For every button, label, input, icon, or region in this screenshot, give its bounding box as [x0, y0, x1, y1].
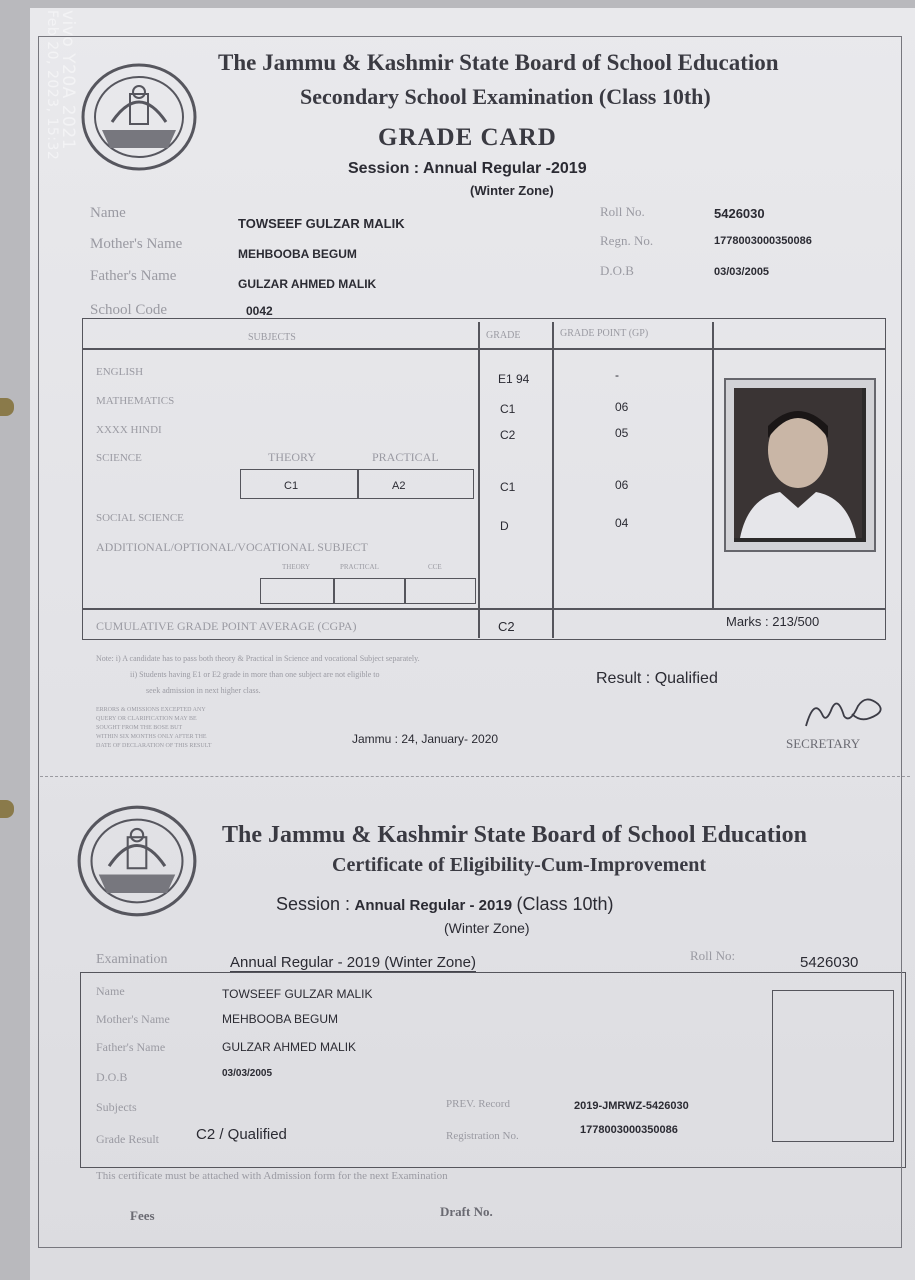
student-name: TOWSEEF GULZAR MALIK	[238, 216, 405, 231]
name-label: Name	[90, 205, 126, 221]
subject-grade: C2	[500, 428, 516, 442]
cert-name-label: Name	[96, 984, 125, 998]
mother-label: Mother's Name	[90, 236, 183, 252]
subject-grade: D	[500, 519, 509, 533]
roll-number: 5426030	[714, 206, 765, 221]
result-text: Result : Qualified	[596, 670, 718, 687]
subjects-header: SUBJECTS	[248, 332, 296, 343]
subject-name: SOCIAL SCIENCE	[96, 512, 184, 524]
cert-registration-label: Registration No.	[446, 1130, 519, 1142]
additional-practical-label: PRACTICAL	[340, 563, 379, 571]
cert-registration-number: 1778003000350086	[580, 1124, 678, 1136]
cert-grade-result-label: Grade Result	[96, 1132, 159, 1146]
board-name: The Jammu & Kashmir State Board of School Education	[218, 50, 779, 75]
document-border	[38, 36, 902, 1248]
subject-gp: 06	[615, 400, 629, 414]
cert-subjects-label: Subjects	[96, 1100, 137, 1114]
regn-label: Regn. No.	[600, 233, 654, 248]
prev-record-value: 2019-JMRWZ-5426030	[574, 1100, 689, 1112]
theory-label: THEORY	[268, 450, 316, 464]
subject-name: SCIENCE	[96, 452, 142, 464]
dob-label: D.O.B	[600, 263, 634, 278]
cert-dob-label: D.O.B	[96, 1070, 128, 1084]
subject-gp: 04	[615, 516, 629, 530]
cert-footer-note: This certificate must be attached with Admission form for the next Examination	[96, 1170, 448, 1182]
father-name: GULZAR AHMED MALIK	[238, 277, 377, 291]
subject-name: MATHEMATICS	[96, 395, 175, 407]
exam-name: Secondary School Examination (Class 10th)	[300, 84, 711, 109]
dob-value: 03/03/2005	[714, 266, 770, 278]
cert-mother-label: Mother's Name	[96, 1012, 170, 1026]
examination-label: Examination	[96, 952, 168, 967]
additional-subject-label: ADDITIONAL/OPTIONAL/VOCATIONAL SUBJECT	[96, 540, 368, 554]
subject-grade: C1	[500, 402, 516, 416]
certificate-board-name: The Jammu & Kashmir State Board of School Education	[222, 822, 807, 848]
additional-cce-label: CCE	[428, 563, 442, 571]
subject-name: XXXX HINDI	[96, 424, 162, 436]
subject-gp: 05	[615, 426, 629, 440]
school-code: 0042	[246, 304, 273, 318]
examination-value: Annual Regular - 2019 (Winter Zone)	[230, 954, 476, 971]
additional-theory-label: THEORY	[282, 563, 310, 571]
subject-gp: -	[615, 368, 619, 382]
cert-mother-name: MEHBOOBA BEGUM	[222, 1012, 339, 1026]
zone-text: (Winter Zone)	[470, 183, 554, 198]
cert-grade-result: C2 / Qualified	[196, 1126, 287, 1143]
note-line: seek admission in next higher class.	[146, 686, 261, 695]
subject-grade: C1	[500, 480, 516, 494]
grade-header: GRADE	[486, 330, 521, 341]
cgpa-value: C2	[498, 619, 515, 634]
certificate-title: Certificate of Eligibility-Cum-Improvement	[332, 854, 706, 876]
cert-roll-number: 5426030	[800, 954, 859, 971]
roll-label: Roll No.	[600, 204, 645, 219]
regn-number: 1778003000350086	[714, 235, 812, 247]
prev-record-label: PREV. Record	[446, 1098, 510, 1110]
note-line: ii) Students having E1 or E2 grade in more than one subject are not eligible to	[130, 670, 380, 679]
cert-dob-value: 03/03/2005	[222, 1068, 273, 1079]
place-date: Jammu : 24, January- 2020	[352, 732, 499, 746]
watermark-datetime: Feb 20, 2023, 15:32	[44, 10, 60, 161]
session-text: Session : Annual Regular -2019	[348, 160, 587, 177]
grade-card-title: GRADE CARD	[378, 124, 557, 151]
practical-label: PRACTICAL	[372, 450, 439, 464]
father-label: Father's Name	[90, 268, 177, 284]
school-code-label: School Code	[90, 302, 168, 318]
grade-point-header: GRADE POINT (GP)	[560, 328, 649, 339]
certificate-session: Session : Annual Regular - 2019 (Class 10th)	[276, 894, 614, 914]
cgpa-label: CUMULATIVE GRADE POINT AVERAGE (CGPA)	[96, 619, 357, 633]
punch-hole	[0, 800, 14, 818]
cert-father-name: GULZAR AHMED MALIK	[222, 1040, 357, 1054]
certificate-zone: (Winter Zone)	[444, 920, 530, 936]
cert-roll-label: Roll No:	[690, 948, 736, 963]
science-theory-grade: C1	[284, 480, 299, 492]
errors-omissions-note: ERRORS & OMISSIONS EXCEPTED ANY QUERY OR CLARIFICATION MAY BE SOUGHT FROM THE BOSE BUT WITHIN SIX MONTHS ONLY AFTER THE DATE OF DECLARATION OF THIS RESULT	[96, 707, 212, 749]
subject-grade: E1 94	[498, 372, 530, 386]
secretary-label: SECRETARY	[786, 736, 861, 751]
fees-label: Fees	[130, 1208, 155, 1223]
subject-name: ENGLISH	[96, 366, 144, 378]
cert-father-label: Father's Name	[96, 1040, 166, 1054]
punch-hole	[0, 398, 14, 416]
mother-name: MEHBOOBA BEGUM	[238, 247, 357, 261]
marks-total: Marks : 213/500	[726, 614, 820, 629]
note-line: Note: i) A candidate has to pass both theory & Practical in Science and vocational Subject separately.	[96, 654, 420, 663]
cert-student-name: TOWSEEF GULZAR MALIK	[222, 987, 373, 1001]
subject-gp: 06	[615, 478, 629, 492]
science-practical-grade: A2	[392, 480, 406, 492]
watermark-device: vivo Y20A 2021	[58, 10, 78, 150]
draft-label: Draft No.	[440, 1204, 493, 1219]
